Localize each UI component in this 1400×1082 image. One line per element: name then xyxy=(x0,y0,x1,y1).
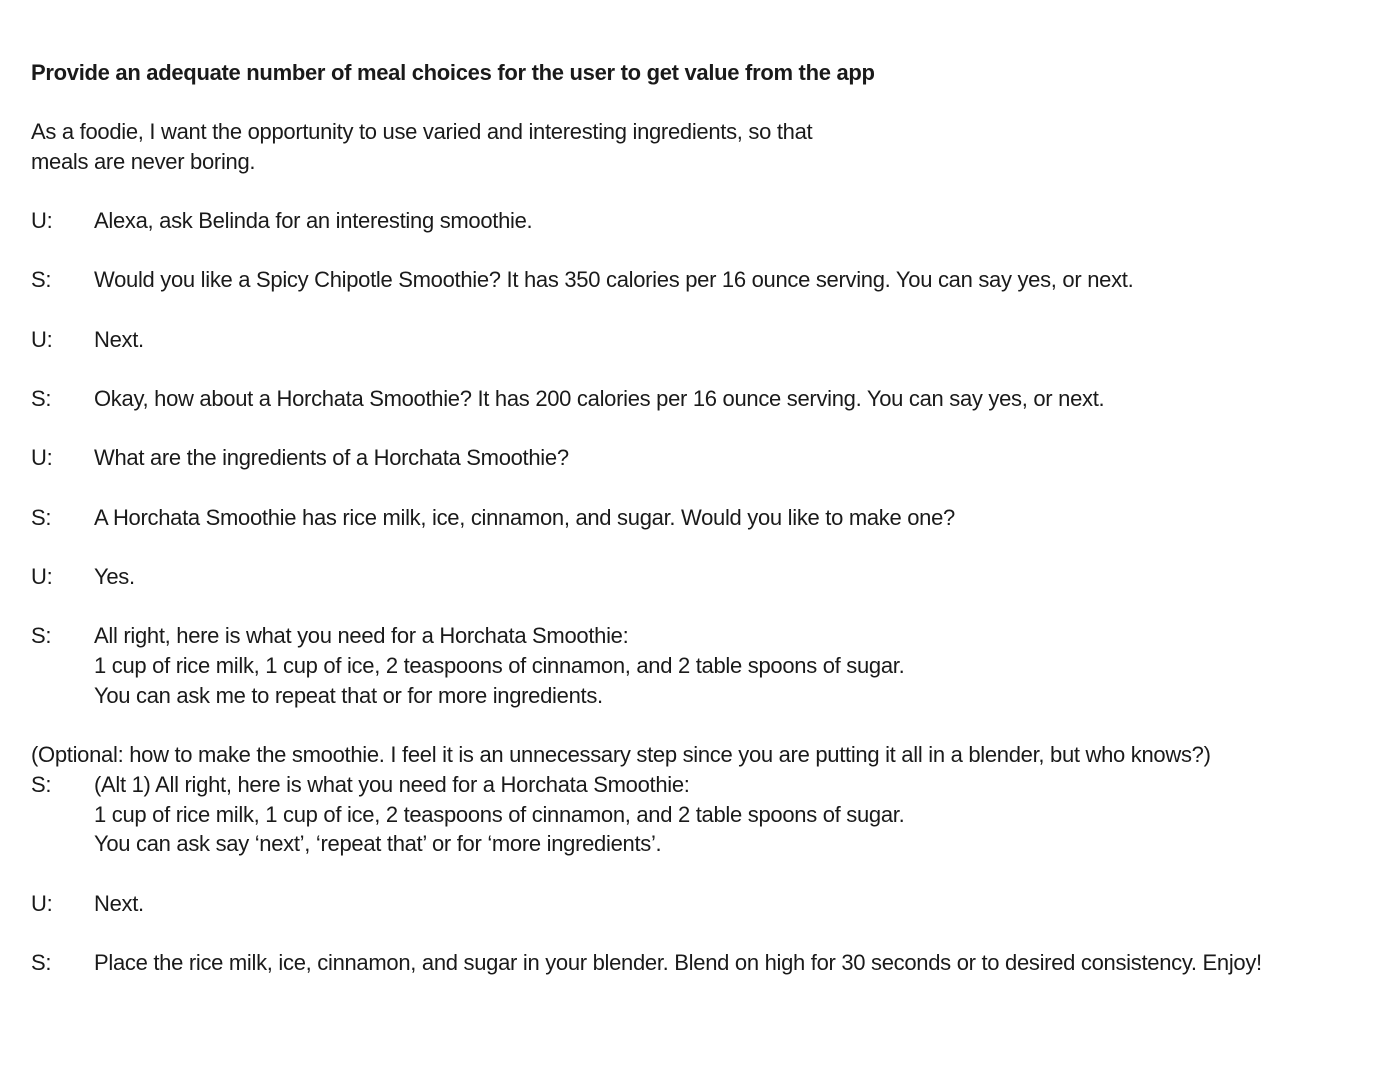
speaker-label: U: xyxy=(31,445,53,471)
dialog-turn xyxy=(31,621,1376,710)
utterance-line: You can ask say ‘next’, ‘repeat that’ or for ‘more ingredients’. xyxy=(94,831,662,857)
utterance-line: You can ask me to repeat that or for more ingredients. xyxy=(94,682,603,708)
utterance xyxy=(94,206,1376,236)
dialog-turn xyxy=(31,325,1376,355)
utterance-line: Next. xyxy=(94,326,144,352)
utterance xyxy=(94,770,1376,859)
utterance-line: Next. xyxy=(94,890,144,916)
utterance-line: (Alt 1) All right, here is what you need for a Horchata Smoothie: xyxy=(94,771,690,797)
utterance-line: Alexa, ask Belinda for an interesting smoothie. xyxy=(94,208,533,234)
utterance xyxy=(94,503,1376,533)
speaker-label: U: xyxy=(31,890,53,916)
speaker-label: S: xyxy=(31,623,52,649)
utterance-line: Would you like a Spicy Chipotle Smoothie? It has 350 calories per 16 ounce serving. You can say yes, or next. xyxy=(94,267,1134,293)
speaker-label: U: xyxy=(31,208,53,234)
dialog-turn xyxy=(31,503,1376,533)
utterance-line: Yes. xyxy=(94,563,135,589)
utterance-line: A Horchata Smoothie has rice milk, ice, cinnamon, and sugar. Would you like to make one? xyxy=(94,504,955,530)
user-story xyxy=(31,117,911,177)
dialog-turn xyxy=(31,562,1376,592)
speaker-label: S: xyxy=(31,771,52,797)
document-title: Provide an adequate number of meal choices for the user to get value from the app xyxy=(31,60,875,85)
dialog-turn xyxy=(31,384,1376,414)
utterance-line: All right, here is what you need for a Horchata Smoothie: xyxy=(94,623,629,649)
dialog-turn xyxy=(31,770,1376,859)
utterance-line: 1 cup of rice milk, 1 cup of ice, 2 teaspoons of cinnamon, and 2 table spoons of sugar. xyxy=(94,801,905,827)
speaker-label: U: xyxy=(31,326,53,352)
speaker-label: S: xyxy=(31,950,52,976)
dialog-turn xyxy=(31,948,1376,978)
speaker-label: S: xyxy=(31,267,52,293)
utterance xyxy=(94,889,1376,919)
utterance-line: 1 cup of rice milk, 1 cup of ice, 2 teaspoons of cinnamon, and 2 table spoons of sugar. xyxy=(94,652,905,678)
utterance xyxy=(94,384,1376,414)
utterance xyxy=(94,265,1376,295)
speaker-label: S: xyxy=(31,504,52,530)
utterance xyxy=(94,948,1376,978)
user-story-line: meals are never boring. xyxy=(31,148,256,174)
dialog-turn xyxy=(31,265,1376,295)
utterance-line: Place the rice milk, ice, cinnamon, and sugar in your blender. Blend on high for 30 seconds or to desired consistency. Enjoy! xyxy=(94,950,1262,976)
utterance xyxy=(94,443,1376,473)
utterance xyxy=(94,325,1376,355)
dialog-turn xyxy=(31,443,1376,473)
speaker-label: S: xyxy=(31,385,52,411)
utterance-line: Okay, how about a Horchata Smoothie? It has 200 calories per 16 ounce serving. You can say yes, or next. xyxy=(94,385,1105,411)
dialog-turn xyxy=(31,889,1376,919)
utterance xyxy=(94,621,1376,710)
optional-note: (Optional: how to make the smoothie. I feel it is an unnecessary step since you are putting it all in a blender, but who knows?) xyxy=(31,742,1211,768)
document-page xyxy=(31,58,1376,978)
utterance xyxy=(94,562,1376,592)
dialog-turn xyxy=(31,206,1376,236)
user-story-line: As a foodie, I want the opportunity to use varied and interesting ingredients, so that xyxy=(31,119,813,144)
utterance-line: What are the ingredients of a Horchata Smoothie? xyxy=(94,445,569,471)
speaker-label: U: xyxy=(31,563,53,589)
